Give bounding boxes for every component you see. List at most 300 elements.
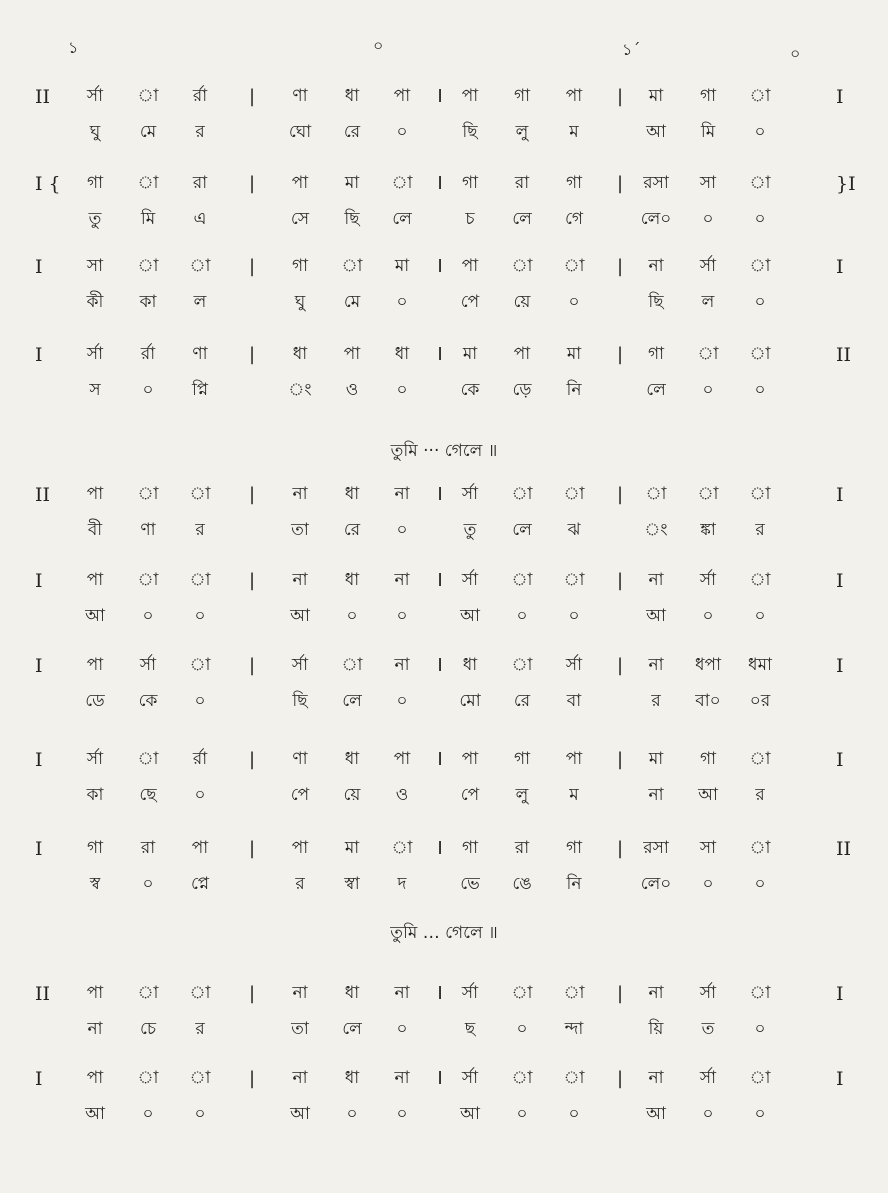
lyric-syllable: ০ <box>194 1104 206 1124</box>
lyric-syllable: ও <box>345 380 359 400</box>
lyric-syllable: রে <box>343 122 361 142</box>
note-cell: গা <box>565 173 583 193</box>
note-cell: রা <box>514 838 530 858</box>
note-cell: া <box>749 1068 771 1088</box>
lyric-syllable: ড়ে <box>512 380 532 400</box>
lyric-syllable: ০ <box>396 292 408 312</box>
lyric-syllable: পে <box>290 785 310 805</box>
note-cell: পা <box>461 256 479 276</box>
note-cell: া <box>749 173 771 193</box>
note-cell: মা <box>344 173 360 193</box>
lyric-syllable: ছি <box>292 691 308 711</box>
lyric-syllable: ০ <box>754 292 766 312</box>
note-cell: গা <box>513 86 531 106</box>
lyric-syllable: রে <box>343 520 361 540</box>
note-cell: া <box>749 570 771 590</box>
note-cell: র্সা <box>86 86 104 106</box>
line-end-barline: II <box>836 838 852 860</box>
lyric-syllable: ভে <box>460 874 480 894</box>
note-cell: া <box>749 344 771 364</box>
lyric-syllable: আ <box>290 606 310 626</box>
note-cell: মা <box>648 749 664 769</box>
note-cell: না <box>648 1068 664 1088</box>
line-start-barline: I <box>35 570 43 592</box>
measure-barline: | <box>248 484 256 505</box>
note-cell: া <box>563 570 585 590</box>
lyric-syllable: ঘু <box>89 122 101 142</box>
note-cell: না <box>394 655 410 675</box>
lyric-syllable: লে <box>392 209 412 229</box>
note-cell: া <box>189 1068 211 1088</box>
measure-barline: | <box>248 749 256 770</box>
note-cell: া <box>341 256 363 276</box>
beat-marker-4: ০ <box>790 44 801 63</box>
lyric-syllable: ং <box>644 520 668 540</box>
lyric-syllable: র <box>755 520 765 540</box>
note-cell: র্সা <box>461 484 479 504</box>
note-cell: র্রা <box>140 344 156 364</box>
lyric-syllable: য়ে <box>513 292 531 312</box>
lyric-syllable: ০র <box>749 691 771 711</box>
lyric-syllable: ০ <box>396 691 408 711</box>
measure-barline: | <box>248 838 256 859</box>
measure-barline: I <box>437 256 443 277</box>
lyric-syllable: ০ <box>754 1019 766 1039</box>
measure-barline: | <box>616 983 624 1004</box>
note-cell: পা <box>86 1068 104 1088</box>
measure-barline: | <box>616 256 624 277</box>
lyric-syllable: র <box>195 520 205 540</box>
note-cell: া <box>137 173 159 193</box>
note-cell: র্রা <box>192 749 208 769</box>
measure-barline: | <box>616 749 624 770</box>
lyric-syllable: আ <box>646 122 666 142</box>
lyric-syllable: র <box>195 1019 205 1039</box>
line-start-barline: I <box>35 1068 43 1090</box>
note-cell: া <box>189 983 211 1003</box>
lyric-syllable: তা <box>291 520 309 540</box>
measure-barline: | <box>616 1068 624 1089</box>
note-cell: া <box>697 484 719 504</box>
measure-barline: | <box>248 344 256 365</box>
lyric-syllable: র <box>195 122 205 142</box>
lyric-syllable: তু <box>463 520 477 540</box>
lyric-syllable: লে০ <box>640 874 672 894</box>
lyric-syllable: ম <box>569 122 579 142</box>
note-cell: ধমা <box>748 655 772 675</box>
note-cell: না <box>648 655 664 675</box>
measure-barline: | <box>248 570 256 591</box>
note-cell: া <box>563 484 585 504</box>
lyric-syllable: ঝ <box>567 520 581 540</box>
lyric-syllable: কা <box>139 292 157 312</box>
lyric-syllable: আ <box>290 1104 310 1124</box>
lyric-syllable: ০ <box>396 122 408 142</box>
line-start-barline: II <box>35 86 51 108</box>
beat-marker-2: ০ <box>373 36 384 55</box>
measure-barline: | <box>248 256 256 277</box>
lyric-syllable: ন্দা <box>564 1019 584 1039</box>
note-cell: ধা <box>344 1068 360 1088</box>
note-cell: া <box>137 1068 159 1088</box>
line-start-barline: II <box>35 983 51 1005</box>
note-cell: পা <box>461 749 479 769</box>
lyric-syllable: আ <box>85 606 105 626</box>
measure-barline: | <box>248 1068 256 1089</box>
line-start-barline: I <box>35 838 43 860</box>
note-cell: া <box>137 256 159 276</box>
line-end-barline: I <box>836 655 844 677</box>
lyric-syllable: স্ব <box>89 874 101 894</box>
note-cell: ধা <box>344 570 360 590</box>
lyric-syllable: ল <box>193 292 207 312</box>
note-cell: পা <box>565 86 583 106</box>
measure-barline: | <box>616 570 624 591</box>
lyric-syllable: বী <box>87 520 103 540</box>
lyric-syllable: ০ <box>516 1019 528 1039</box>
line-start-barline: I <box>35 256 43 278</box>
lyric-syllable: দ <box>397 874 407 894</box>
note-cell: না <box>394 983 410 1003</box>
lyric-syllable: র <box>755 785 765 805</box>
note-cell: পা <box>393 749 411 769</box>
measure-barline: I <box>437 749 443 770</box>
note-cell: া <box>749 484 771 504</box>
lyric-syllable: কা <box>86 785 104 805</box>
note-cell: া <box>341 655 363 675</box>
measure-barline: | <box>616 484 624 505</box>
lyric-syllable: ০ <box>702 380 714 400</box>
line-start-barline: I { <box>35 173 61 195</box>
lyric-syllable: ছি <box>648 292 664 312</box>
line-end-barline: I <box>836 86 844 108</box>
line-end-barline: I <box>836 484 844 506</box>
note-cell: া <box>563 256 585 276</box>
note-cell: রা <box>192 173 208 193</box>
note-cell: া <box>563 983 585 1003</box>
note-cell: না <box>292 1068 308 1088</box>
note-cell: রসা <box>643 838 669 858</box>
refrain-line-1: তুমি ··· গেলে ॥ <box>390 441 498 461</box>
note-cell: া <box>645 484 667 504</box>
lyric-syllable: প্নি <box>191 380 209 400</box>
line-end-barline: I <box>836 749 844 771</box>
note-cell: পা <box>565 749 583 769</box>
line-start-barline: I <box>35 655 43 677</box>
line-end-barline: I <box>836 983 844 1005</box>
lyric-syllable: ০ <box>754 606 766 626</box>
lyric-syllable: ০ <box>142 606 154 626</box>
note-cell: া <box>391 173 413 193</box>
measure-barline: | <box>616 838 624 859</box>
note-cell: গা <box>647 344 665 364</box>
note-cell: ধা <box>462 655 478 675</box>
measure-barline: | <box>248 86 256 107</box>
note-cell: না <box>648 256 664 276</box>
note-cell: র্সা <box>699 1068 717 1088</box>
note-cell: ধপা <box>695 655 721 675</box>
lyric-syllable: বা <box>566 691 582 711</box>
lyric-syllable: রে <box>513 691 531 711</box>
lyric-syllable: ০ <box>142 380 154 400</box>
lyric-syllable: ডে <box>85 691 105 711</box>
lyric-syllable: চ <box>465 209 475 229</box>
note-cell: গা <box>86 173 104 193</box>
note-cell: সা <box>86 256 104 276</box>
note-cell: ধা <box>292 344 308 364</box>
line-end-barline: II <box>836 344 852 366</box>
lyric-syllable: র <box>295 874 305 894</box>
note-cell: র্রা <box>192 86 208 106</box>
lyric-syllable: ০ <box>568 292 580 312</box>
beat-marker-1: ১ <box>68 38 79 57</box>
measure-barline: | <box>248 173 256 194</box>
note-cell: গা <box>565 838 583 858</box>
line-start-barline: I <box>35 344 43 366</box>
lyric-syllable: ০ <box>396 1104 408 1124</box>
note-cell: না <box>292 983 308 1003</box>
line-end-barline: I <box>836 256 844 278</box>
refrain-line-2: তুমি … গেলে ॥ <box>390 923 498 943</box>
note-cell: ণা <box>192 344 208 364</box>
note-cell: র্সা <box>139 655 157 675</box>
note-cell: সা <box>699 173 717 193</box>
lyric-syllable: আ <box>646 606 666 626</box>
note-cell: না <box>394 1068 410 1088</box>
lyric-syllable: য়ি <box>648 1019 664 1039</box>
lyric-syllable: ত <box>701 1019 715 1039</box>
lyric-syllable: ঘু <box>294 292 306 312</box>
measure-barline: I <box>437 86 443 107</box>
lyric-syllable: ০ <box>754 380 766 400</box>
lyric-syllable: ছি <box>344 209 360 229</box>
lyric-syllable: না <box>648 785 664 805</box>
note-cell: না <box>292 570 308 590</box>
lyric-syllable: স <box>89 380 101 400</box>
measure-barline: I <box>437 570 443 591</box>
lyric-syllable: ০ <box>754 209 766 229</box>
lyric-syllable: লে <box>342 1019 362 1039</box>
note-cell: না <box>648 983 664 1003</box>
lyric-syllable: পে <box>460 785 480 805</box>
measure-barline: I <box>437 838 443 859</box>
note-cell: া <box>189 655 211 675</box>
note-cell: র্সা <box>461 1068 479 1088</box>
lyric-syllable: ০ <box>396 1019 408 1039</box>
lyric-syllable: লে <box>512 520 532 540</box>
note-cell: ধা <box>394 344 410 364</box>
note-cell: া <box>563 1068 585 1088</box>
lyric-syllable: ছ <box>464 1019 476 1039</box>
lyric-syllable: মো <box>459 691 481 711</box>
note-cell: গা <box>699 86 717 106</box>
lyric-syllable: ছি <box>462 122 478 142</box>
lyric-syllable: ণা <box>140 520 156 540</box>
measure-barline: I <box>437 173 443 194</box>
note-cell: ধা <box>344 484 360 504</box>
measure-barline: | <box>616 344 624 365</box>
measure-barline: | <box>248 655 256 676</box>
note-cell: ধা <box>344 86 360 106</box>
lyric-syllable: মে <box>139 122 157 142</box>
lyric-syllable: ঙে <box>512 874 532 894</box>
lyric-syllable: ০ <box>396 606 408 626</box>
lyric-syllable: কে <box>138 691 158 711</box>
lyric-syllable: ০ <box>194 606 206 626</box>
line-end-barline: I <box>836 1068 844 1090</box>
lyric-syllable: মি <box>700 122 716 142</box>
note-cell: পা <box>191 838 209 858</box>
note-cell: না <box>394 570 410 590</box>
lyric-syllable: ০ <box>568 606 580 626</box>
lyric-syllable: বা০ <box>695 691 721 711</box>
lyric-syllable: ং <box>288 380 312 400</box>
note-cell: র্সা <box>699 570 717 590</box>
lyric-syllable: ০ <box>568 1104 580 1124</box>
note-cell: পা <box>86 983 104 1003</box>
line-start-barline: I <box>35 749 43 771</box>
lyric-syllable: প্নে <box>190 874 210 894</box>
note-cell: পা <box>291 838 309 858</box>
note-cell: া <box>697 344 719 364</box>
lyric-syllable: ০ <box>702 1104 714 1124</box>
lyric-syllable: লে <box>512 209 532 229</box>
lyric-syllable: ০ <box>702 606 714 626</box>
lyric-syllable: ০ <box>396 520 408 540</box>
lyric-syllable: কী <box>86 292 104 312</box>
note-cell: া <box>749 86 771 106</box>
note-cell: া <box>189 256 211 276</box>
note-cell: মা <box>462 344 478 364</box>
measure-barline: I <box>437 983 443 1004</box>
note-cell: া <box>749 983 771 1003</box>
lyric-syllable: স্বা <box>344 874 360 894</box>
note-cell: পা <box>461 86 479 106</box>
note-cell: ধা <box>344 983 360 1003</box>
lyric-syllable: র <box>651 691 661 711</box>
lyric-syllable: তু <box>88 209 102 229</box>
lyric-syllable: ০ <box>702 209 714 229</box>
measure-barline: I <box>437 1068 443 1089</box>
lyric-syllable: ০ <box>702 874 714 894</box>
note-cell: া <box>511 256 533 276</box>
lyric-syllable: সে <box>290 209 310 229</box>
note-cell: পা <box>86 484 104 504</box>
line-end-barline: }I <box>836 173 856 195</box>
lyric-syllable: নি <box>566 874 582 894</box>
lyric-syllable: ০ <box>396 380 408 400</box>
note-cell: র্সা <box>699 983 717 1003</box>
lyric-syllable: পে <box>460 292 480 312</box>
lyric-syllable: লু <box>515 785 529 805</box>
note-cell: র্সা <box>461 983 479 1003</box>
note-cell: গা <box>461 838 479 858</box>
note-cell: রা <box>140 838 156 858</box>
note-cell: া <box>749 749 771 769</box>
lyric-syllable: ০ <box>516 606 528 626</box>
lyric-syllable: নি <box>566 380 582 400</box>
lyric-syllable: ০ <box>142 1104 154 1124</box>
lyric-syllable: তা <box>291 1019 309 1039</box>
note-cell: া <box>137 749 159 769</box>
note-cell: া <box>189 570 211 590</box>
beat-marker-3: ১´ <box>622 40 641 59</box>
lyric-syllable: ০ <box>346 606 358 626</box>
measure-barline: I <box>437 655 443 676</box>
note-cell: ণা <box>292 749 308 769</box>
note-cell: মা <box>394 256 410 276</box>
note-cell: ণা <box>292 86 308 106</box>
lyric-syllable: ০ <box>194 691 206 711</box>
lyric-syllable: ছে <box>139 785 157 805</box>
measure-barline: | <box>616 86 624 107</box>
lyric-syllable: লে <box>646 380 666 400</box>
note-cell: র্সা <box>291 655 309 675</box>
lyric-syllable: ও <box>395 785 409 805</box>
measure-barline: | <box>616 655 624 676</box>
lyric-syllable: আ <box>460 606 480 626</box>
lyric-syllable: এ <box>193 209 207 229</box>
lyric-syllable: ০ <box>142 874 154 894</box>
note-cell: গা <box>291 256 309 276</box>
note-cell: র্সা <box>699 256 717 276</box>
note-cell: না <box>292 484 308 504</box>
lyric-syllable: আ <box>460 1104 480 1124</box>
note-cell: সা <box>699 838 717 858</box>
lyric-syllable: য়ে <box>343 785 361 805</box>
note-cell: গা <box>86 838 104 858</box>
note-cell: মা <box>648 86 664 106</box>
note-cell: া <box>749 256 771 276</box>
lyric-syllable: চে <box>139 1019 157 1039</box>
note-cell: র্সা <box>461 570 479 590</box>
lyric-syllable: ঙ্কা <box>700 520 716 540</box>
lyric-syllable: মি <box>140 209 156 229</box>
note-cell: া <box>511 983 533 1003</box>
measure-barline: | <box>248 983 256 1004</box>
lyric-syllable: ০ <box>194 785 206 805</box>
note-cell: মা <box>566 344 582 364</box>
lyric-syllable: কে <box>460 380 480 400</box>
note-cell: া <box>137 484 159 504</box>
lyric-syllable: আ <box>698 785 718 805</box>
note-cell: না <box>394 484 410 504</box>
lyric-syllable: মে <box>343 292 361 312</box>
lyric-syllable: ০ <box>516 1104 528 1124</box>
lyric-syllable: ০ <box>754 874 766 894</box>
lyric-syllable: লু <box>515 122 529 142</box>
note-cell: া <box>137 983 159 1003</box>
note-cell: পা <box>343 344 361 364</box>
lyric-syllable: আ <box>646 1104 666 1124</box>
note-cell: র্সা <box>565 655 583 675</box>
lyric-syllable: আ <box>85 1104 105 1124</box>
note-cell: গা <box>513 749 531 769</box>
note-cell: রসা <box>643 173 669 193</box>
note-cell: র্সা <box>86 749 104 769</box>
note-cell: া <box>511 1068 533 1088</box>
lyric-syllable: না <box>87 1019 103 1039</box>
note-cell: া <box>511 655 533 675</box>
note-cell: গা <box>461 173 479 193</box>
note-cell: মা <box>344 838 360 858</box>
lyric-syllable: ল <box>701 292 715 312</box>
note-cell: রা <box>514 173 530 193</box>
note-cell: গা <box>699 749 717 769</box>
note-cell: পা <box>86 655 104 675</box>
measure-barline: | <box>616 173 624 194</box>
note-cell: না <box>648 570 664 590</box>
